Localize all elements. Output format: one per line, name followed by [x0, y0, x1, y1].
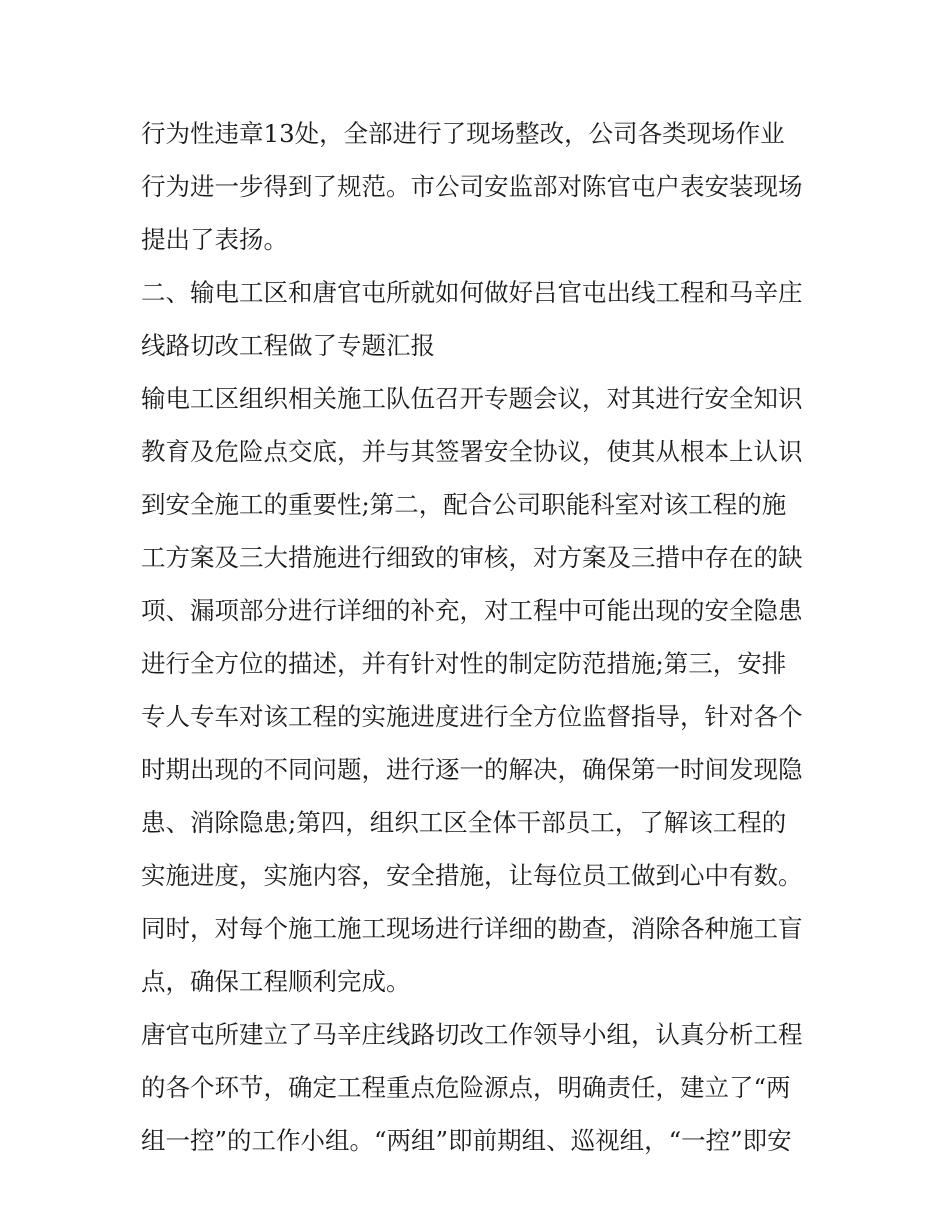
text-line: 点，确保工程顺利完成。: [141, 967, 411, 996]
text-line: 组一控”的工作小组。“两组”即前期组、巡视组，“一控”即安: [141, 1126, 792, 1155]
text-line: 提出了表扬。: [141, 225, 288, 254]
text-line: 工方案及三大措施进行细致的审核，对方案及三措中存在的缺: [141, 543, 803, 572]
text-line: 行为进一步得到了规范。市公司安监部对陈官屯户表安装现场: [141, 172, 803, 201]
section-heading-line: 二、输电工区和唐官屯所就如何做好吕官屯出线工程和马辛庄: [141, 278, 803, 307]
text-line: 项、漏项部分进行详细的补充，对工程中可能出现的安全隐患: [141, 596, 803, 625]
text-line: 教育及危险点交底，并与其签署安全协议，使其从根本上认识: [141, 437, 803, 466]
document-body: [141, 107, 811, 1167]
text-line: 时期出现的不同问题，进行逐一的解决，确保第一时间发现隐: [141, 755, 803, 784]
text-line: 专人专车对该工程的实施进度进行全方位监督指导，针对各个: [141, 702, 803, 731]
text-line: 到安全施工的重要性;第二，配合公司职能科室对该工程的施: [141, 490, 787, 519]
section-heading-line: 线路切改工程做了专题汇报: [141, 331, 435, 360]
text-line: 输电工区组织相关施工队伍召开专题会议，对其进行安全知识: [141, 384, 803, 413]
text-line: 进行全方位的描述，并有针对性的制定防范措施;第三，安排: [141, 649, 787, 678]
text-line: 行为性违章13处，全部进行了现场整改，公司各类现场作业: [141, 119, 785, 148]
text-line: 唐官屯所建立了马辛庄线路切改工作领导小组，认真分析工程: [141, 1020, 803, 1049]
text-line: 患、消除隐患;第四，组织工区全体干部员工，了解该工程的: [141, 808, 787, 837]
text-line: 同时，对每个施工施工现场进行详细的勘查，消除各种施工盲: [141, 914, 803, 943]
text-line: 的各个环节，确定工程重点危险源点，明确责任，建立了“两: [141, 1073, 791, 1102]
text-line: 实施进度，实施内容，安全措施，让每位员工做到心中有数。: [141, 861, 803, 890]
